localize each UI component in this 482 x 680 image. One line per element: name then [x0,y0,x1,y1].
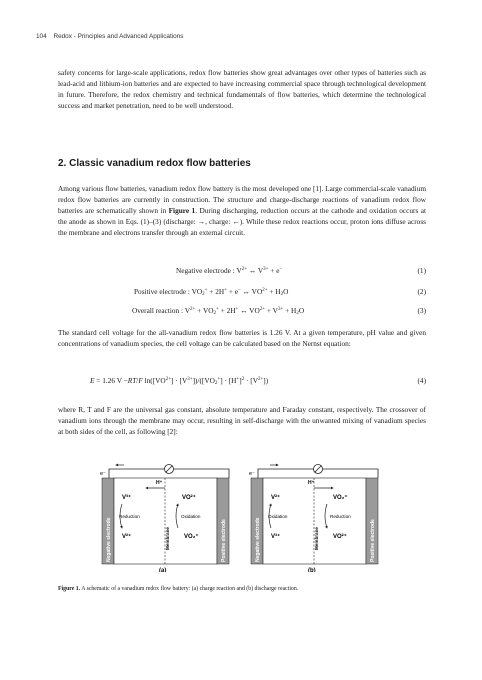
section-paragraph-1: Among various flow batteries, vanadium redox flow battery is the most developed one [1]. Large commercial-scale vanadium redox flow batteries are currently in construction. The structure and charge-discharge reactions of vanadium redox flow batteries are schematically shown in Figure 1. During discharging, reduction occurs at the cathode and oxidation occurs at the anode as shown in Eqs. (1)–(3) (discharge: →, charge: ←). While these redox reactions occur, proton ions diffuse across the membrane and electrons transfer through an external circuit. [58,184,426,237]
running-header [36,33,183,40]
svg-text:VO²⁺: VO²⁺ [333,534,347,540]
svg-text:VO₂⁺: VO₂⁺ [184,534,199,540]
figure-caption [58,586,298,592]
equation-1: Negative electrode : $V^{2+}$ ↔ $V^{3+} + e^-$ (1) [176,266,426,275]
page-number: 104 [36,33,47,40]
svg-text:Negative electrode: Negative electrode [255,517,261,562]
svg-text:Oxidation: Oxidation [268,514,288,519]
section-heading: 2. Classic vanadium redox flow batteries [58,158,251,169]
intro-paragraph: safety concerns for large-scale applications, redox flow batteries show great advantages over other types of batteries such as lead-acid and lithium-ion batteries and are expected to have increasing commercial space through technological development in future. Therefore, the redox chemistry and technical fundamentals of flow batteries, which determine the technological success and market penetration, need to be well understood. [58,68,426,110]
svg-text:Membrane: Membrane [165,527,170,550]
svg-text:VO₂⁺: VO₂⁺ [333,495,348,501]
equation-4-nernst: E = 1.26 V −RT/F $\ln(​[VO^{2+}] \cdot [V^{3+}])/([VO_2^+] \cdot [H^+]^2 \cdot [V^{2+}])$ (4) [90,376,426,386]
svg-text:Positive electrode: Positive electrode [370,519,376,562]
equation-3: Overall reaction : $V^{2+} + VO_2^+ + 2H^+$ ↔ $VO^{2+} + V^{3+} + H_2O$ (3) [132,306,426,316]
caption-text: A schematic of a vanadium redox flow battery: (a) charge reaction and (b) discharge reaction. [81,586,299,592]
svg-text:V²⁺: V²⁺ [122,534,132,540]
section-paragraph-2: The standard cell voltage for the all-vanadium redox flow batteries is 1.26 V. At a given temperature, pH value and given concentrations of vanadium species, the cell voltage can be calculated based on the Nernst equation: [58,328,426,348]
svg-text:VO²⁺: VO²⁺ [182,495,196,501]
svg-text:Oxidation: Oxidation [181,514,201,519]
figure-reference[interactable]: Figure 1 [168,206,196,215]
proton-label: H⁺ [156,480,163,486]
svg-text:Membrane: Membrane [314,527,319,550]
panel-a-label: (a) [159,568,167,572]
panel-a-charge [100,465,229,573]
running-title: Redox - Principles and Advanced Applications [53,33,184,40]
svg-text:Negative electrode: Negative electrode [106,517,112,562]
panel-b-discharge [249,465,378,573]
battery-schematic-figure [96,462,392,572]
svg-text:Reduction: Reduction [119,514,140,519]
section-paragraph-3: where R, T and F are the universal gas constant, absolute temperature and Faraday constant, respectively. The crossover of vanadium ions through the membrane may occur, resulting in self-discharge with the unwanted mixing of vanadium species at both sides of the cell, as following [2]: [58,405,426,436]
equation-2: Positive electrode : $VO_2^+ + 2H^+ + e^-$ ↔ $VO^{2+} + H_2O$ (2) [134,287,426,297]
svg-text:Reduction: Reduction [330,514,351,519]
svg-text:V³⁺: V³⁺ [271,534,281,540]
svg-text:H⁺: H⁺ [308,480,315,486]
svg-text:V²⁺: V²⁺ [271,495,281,501]
panel-b-label: (b) [308,568,316,572]
electron-label: e⁻ [100,471,106,477]
caption-label: Figure 1. [58,586,81,592]
svg-text:Positive electrode: Positive electrode [221,519,227,562]
svg-text:V³⁺: V³⁺ [122,495,132,501]
svg-text:e⁻: e⁻ [249,471,255,477]
